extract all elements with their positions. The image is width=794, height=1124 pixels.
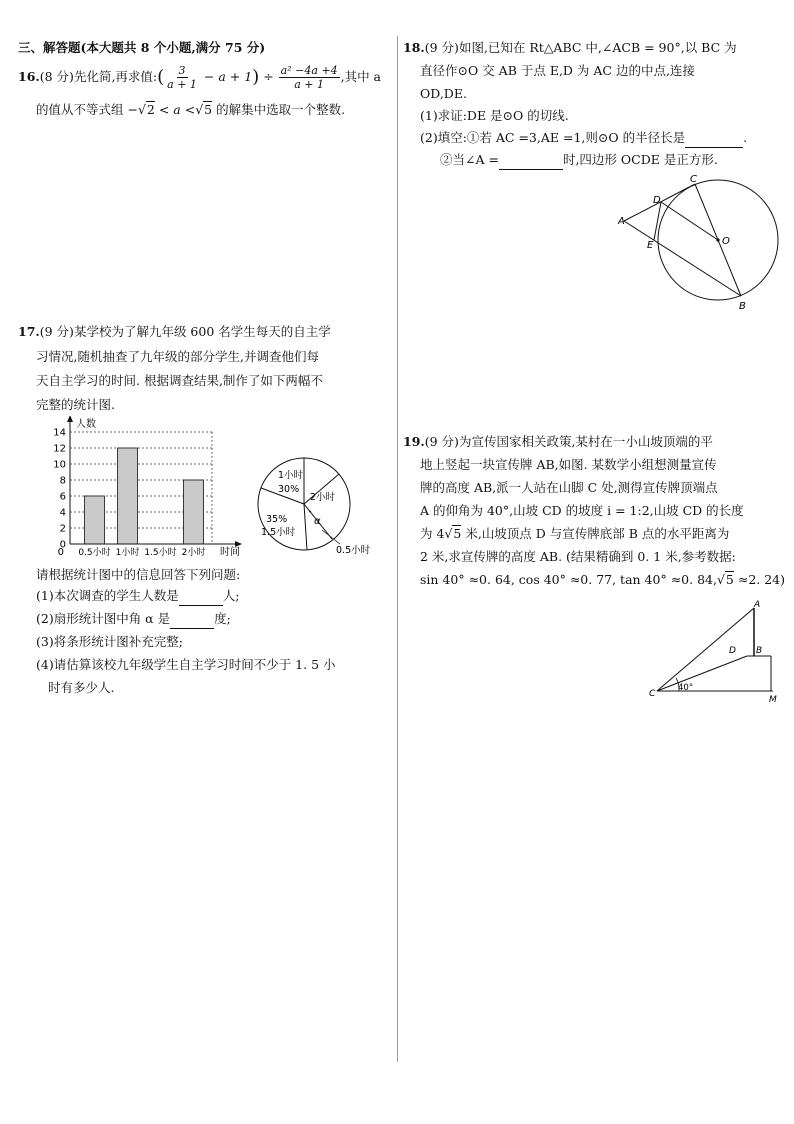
answer-blank[interactable] xyxy=(179,591,223,606)
label-b: B xyxy=(739,301,746,312)
circle-geometry-figure xyxy=(612,172,792,317)
x-tick-label: 0.5小时 xyxy=(78,548,111,558)
question-16-mid-term: − a + 1 xyxy=(199,69,253,84)
y-tick-label: 10 xyxy=(53,459,66,471)
x-tick-label: 2小时 xyxy=(181,548,206,558)
question-18-line-1: 18.(9 分)如图,已知在 Rt△ABC 中,∠ACB = 90°,以 BC 为 xyxy=(403,40,737,55)
angle-label: 40° xyxy=(678,683,694,693)
fraction-2: $\frac{\text{a² −4a +4}}{a + 1}$ xyxy=(280,64,338,91)
question-17-sub-4a: (4)请估算该校九年级学生自主学习时间不少于 1. 5 小 xyxy=(36,657,336,672)
label-a: A xyxy=(754,600,761,610)
segment-de xyxy=(654,202,661,240)
slope-cd xyxy=(657,656,747,691)
question-19-line-4: A 的仰角为 40°,山坡 CD 的坡度 i = 1:2,山坡 CD 的长度 xyxy=(420,503,744,518)
x-axis-label: 时间 xyxy=(220,547,240,558)
y-tick-label: 8 xyxy=(59,475,66,487)
bar-chart-x-ticks xyxy=(58,546,206,558)
bar-0 xyxy=(85,496,105,544)
slope-billboard-figure xyxy=(645,598,785,704)
label-m: M xyxy=(769,695,777,704)
question-17-instruction: 请根据统计图中的信息回答下列问题: xyxy=(36,567,241,582)
fraction-1: $\frac{3}{a + 1}$ xyxy=(167,64,197,91)
question-19-line-2: 地上竖起一块宣传牌 AB,如图. 某数学小组想测量宣传 xyxy=(420,457,717,472)
pie-leader-line xyxy=(322,530,340,544)
question-18-score: (9 分) xyxy=(424,40,459,55)
question-17-sub-1: (1)本次调查的学生人数是 人; xyxy=(36,586,239,606)
question-16-lead: 先化简,再求值: xyxy=(73,69,158,84)
pie-alpha-label: α xyxy=(314,516,321,527)
question-19-line-6: 2 米,求宣传牌的高度 AB. (结果精确到 0. 1 米,参考数据: xyxy=(420,549,736,564)
label-o: O xyxy=(722,236,730,247)
question-16-line-1 xyxy=(18,64,381,91)
answer-blank[interactable] xyxy=(685,133,743,148)
question-17-line-3: 天自主学习的时间. 根据调查结果,制作了如下两幅不 xyxy=(36,373,323,388)
question-17-line-1: 17.(9 分)某学校为了解九年级 600 名学生每天的自主学 xyxy=(18,324,331,339)
y-tick-label: 6 xyxy=(59,491,66,503)
paren-close: ) xyxy=(252,66,260,88)
label-a: A xyxy=(618,216,625,227)
segment-od xyxy=(661,202,718,240)
bar-1 xyxy=(118,448,138,544)
question-19-line-1: 19.(9 分)为宣传国家相关政策,某村在一小山坡顶端的平 xyxy=(403,434,713,449)
column-divider xyxy=(397,36,398,1062)
y-tick-label: 0 xyxy=(59,539,66,551)
y-axis-label: 人数 xyxy=(76,419,96,430)
question-18-sub-1: (1)求证:DE 是⊙O 的切线. xyxy=(420,108,569,123)
question-19-score: (9 分) xyxy=(424,434,459,449)
question-18-line-2: 直径作⊙O 交 AB 于点 E,D 为 AC 边的中点,连接 xyxy=(420,63,695,78)
question-17-sub-2: (2)扇形统计图中角 α 是 度; xyxy=(36,609,231,629)
question-19-number: 19. xyxy=(403,434,425,449)
label-c: C xyxy=(690,174,697,185)
bar-chart-y-ticks xyxy=(53,428,66,551)
question-18-sub-2: (2)填空:①若 AC =3,AE =1,则⊙O 的半径长是 . xyxy=(420,128,747,148)
question-17-number: 17. xyxy=(18,324,40,339)
sight-line-ca xyxy=(657,608,754,691)
bar-chart xyxy=(30,416,255,561)
pie-percent-1h: 30% xyxy=(278,484,300,495)
pie-chart xyxy=(252,452,382,556)
question-18-line-3: OD,DE. xyxy=(420,86,467,101)
pie-label-1h: 1小时 xyxy=(278,470,304,481)
pie-label-1-5h: 1.5小时 xyxy=(261,527,296,538)
question-16-line-2: 的值从不等式组 −√2 < a <√5 的解集中选取一个整数. xyxy=(36,102,346,117)
question-17-line-2: 习情况,随机抽查了九年级的部分学生,并调查他们每 xyxy=(36,349,319,364)
pie-slice-line xyxy=(304,504,307,550)
answer-blank[interactable] xyxy=(170,614,214,629)
section-title: 三、解答题(本大题共 8 个小题,满分 75 分) xyxy=(18,40,266,55)
y-tick-label: 14 xyxy=(53,427,66,439)
question-19-line-7: sin 40° ≈0. 64, cos 40° ≈0. 77, tan 40° ≈0. 84,√5 ≈2. 24) xyxy=(420,572,786,587)
segment-ab xyxy=(624,221,741,296)
label-e: E xyxy=(647,240,654,251)
question-17-score: (9 分) xyxy=(39,324,74,339)
question-19-line-5: 为 4√5 米,山坡顶点 D 与宣传牌底部 B 点的水平距离为 xyxy=(420,526,730,541)
y-axis-arrow xyxy=(67,416,73,422)
division-sign: ÷ xyxy=(259,69,278,84)
x-tick-label: 1小时 xyxy=(115,548,140,558)
question-17-sub-4b: 时有多少人. xyxy=(48,680,115,695)
question-16-tail: ,其中 a xyxy=(340,69,381,84)
question-19-line-3: 牌的高度 AB,派一人站在山脚 C 处,测得宣传牌顶端点 xyxy=(420,480,718,495)
answer-blank[interactable] xyxy=(499,155,563,170)
question-16-number: 16. xyxy=(18,69,40,84)
y-tick-label: 4 xyxy=(59,507,66,519)
y-tick-label: 12 xyxy=(53,443,66,455)
question-17-sub-3: (3)将条形统计图补充完整; xyxy=(36,634,183,649)
question-18-sub-3: ②当∠A = 时,四边形 OCDE 是正方形. xyxy=(440,150,718,170)
pie-percent-1-5h: 35% xyxy=(266,514,288,525)
origin-label: 0 xyxy=(57,547,64,558)
question-18-number: 18. xyxy=(403,40,425,55)
label-c: C xyxy=(649,689,656,699)
bar-3 xyxy=(184,480,204,544)
y-tick-label: 2 xyxy=(59,523,66,535)
label-b: B xyxy=(756,646,763,656)
pie-label-0-5h: 0.5小时 xyxy=(336,545,371,556)
label-d: D xyxy=(729,646,736,656)
question-16-score: (8 分) xyxy=(39,69,74,84)
pie-label-2h: 2小时 xyxy=(310,492,336,503)
center-point xyxy=(716,238,719,241)
question-17-line-4: 完整的统计图. xyxy=(36,397,115,412)
label-d: D xyxy=(653,195,661,206)
x-tick-label: 1.5小时 xyxy=(144,548,177,558)
paren-open: ( xyxy=(157,66,165,88)
